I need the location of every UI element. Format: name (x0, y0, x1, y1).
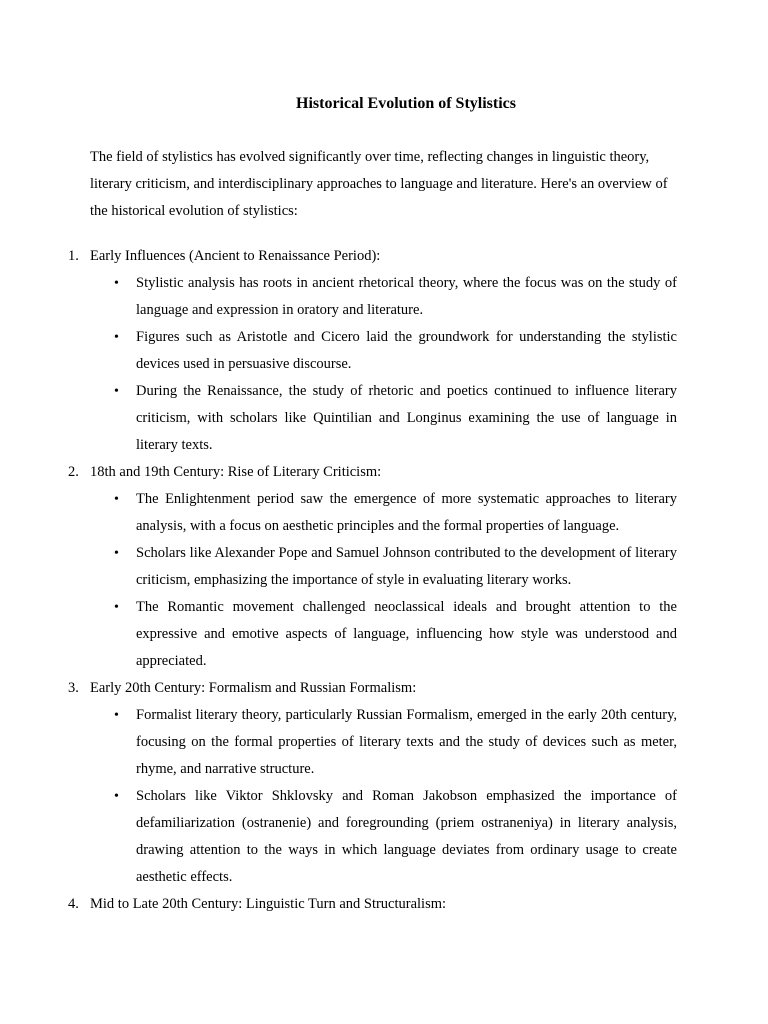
section-heading (68, 243, 677, 270)
section-number: 1. (68, 248, 79, 264)
bullet-point (114, 594, 677, 675)
bullet-icon: • (114, 708, 119, 723)
document-title: Historical Evolution of Stylistics (296, 95, 516, 112)
bullet-text: The Enlightenment period saw the emergence of more systematic approaches to literary analysis, with a focus on aesthetic principles and the formal properties of language. (136, 491, 677, 534)
intro-paragraph: The field of stylistics has evolved significantly over time, reflecting changes in linguistic theory, literary criticism, and interdisciplinary approaches to language and literature. Here's an overview of the historical evolution of stylistics: (90, 149, 668, 219)
section-literary-criticism (68, 459, 677, 675)
bullet-icon: • (114, 600, 119, 615)
section-heading (68, 459, 677, 486)
bullet-icon: • (114, 546, 119, 561)
bullet-point (114, 270, 677, 324)
bullet-icon: • (114, 330, 119, 345)
bullet-icon: • (114, 789, 119, 804)
section-heading-text: 18th and 19th Century: Rise of Literary Criticism: (90, 464, 382, 480)
bullet-point (114, 702, 677, 783)
section-heading-text: Early Influences (Ancient to Renaissance Period): (90, 248, 381, 264)
bullet-point (114, 783, 677, 891)
evolution-outline (68, 243, 677, 918)
bullet-point (114, 486, 677, 540)
bullet-point (114, 324, 677, 378)
bullet-icon: • (114, 384, 119, 399)
bullet-list (68, 270, 677, 459)
bullet-text: Scholars like Viktor Shklovsky and Roman Jakobson emphasized the importance of defamiliarization (ostranenie) and foregrounding (priem ostraneniya) in literary analysis, drawing attention to the ways in which language deviates from ordinary usage to create aesthetic effects. (136, 788, 677, 885)
section-heading (68, 675, 677, 702)
section-number: 3. (68, 680, 79, 696)
section-formalism (68, 675, 677, 891)
bullet-point (114, 540, 677, 594)
section-early-influences (68, 243, 677, 459)
section-linguistic-turn (68, 891, 677, 918)
bullet-icon: • (114, 276, 119, 291)
bullet-icon: • (114, 492, 119, 507)
bullet-text: During the Renaissance, the study of rhetoric and poetics continued to influence literary criticism, with scholars like Quintilian and Longinus examining the use of language in literary texts. (136, 383, 677, 453)
section-number: 2. (68, 464, 79, 480)
bullet-text: Stylistic analysis has roots in ancient rhetorical theory, where the focus was on the study of language and expression in oratory and literature. (136, 275, 677, 318)
bullet-list (68, 486, 677, 675)
section-heading-text: Mid to Late 20th Century: Linguistic Turn and Structuralism: (90, 896, 447, 912)
bullet-text: Scholars like Alexander Pope and Samuel Johnson contributed to the development of literary criticism, emphasizing the importance of style in evaluating literary works. (136, 545, 677, 588)
section-heading-text: Early 20th Century: Formalism and Russian Formalism: (90, 680, 417, 696)
section-heading (68, 891, 677, 918)
bullet-point (114, 378, 677, 459)
bullet-text: Formalist literary theory, particularly Russian Formalism, emerged in the early 20th century, focusing on the formal properties of literary texts and the study of devices such as meter, rhyme, and narrative structure. (136, 707, 677, 777)
bullet-text: Figures such as Aristotle and Cicero laid the groundwork for understanding the stylistic devices used in persuasive discourse. (136, 329, 677, 372)
bullet-list (68, 702, 677, 891)
bullet-text: The Romantic movement challenged neoclassical ideals and brought attention to the expressive and emotive aspects of language, influencing how style was understood and appreciated. (136, 599, 677, 669)
section-number: 4. (68, 896, 79, 912)
